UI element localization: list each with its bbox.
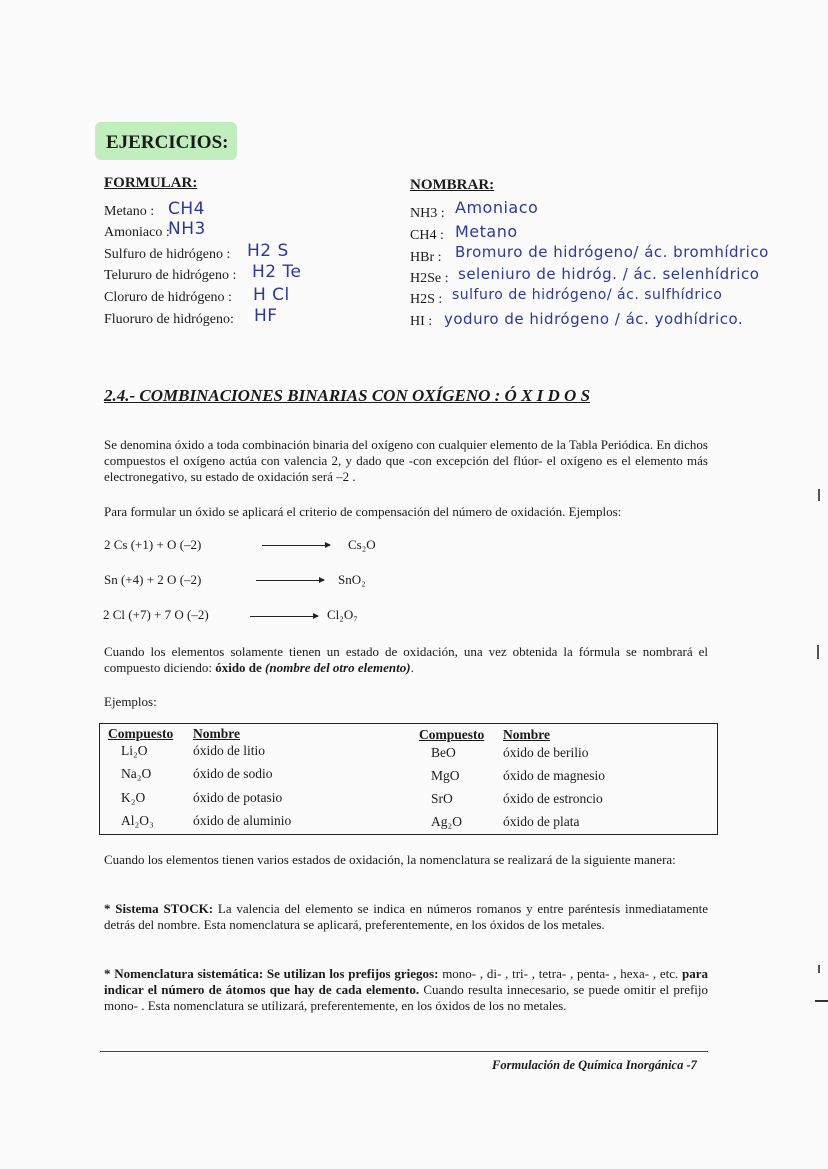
multi-state-paragraph: Cuando los elementos tienen varios estados de oxidación, la nomenclatura se realizará de la siguiente manera:	[104, 852, 676, 867]
criterion-paragraph: Para formular un óxido se aplicará el criterio de compensación del número de oxidación. Ejemplos:	[104, 504, 622, 519]
table-nombre: óxido de berilio	[503, 745, 589, 760]
table-nombre: óxido de estroncio	[503, 791, 603, 806]
table-compuesto: Li₂O	[121, 743, 148, 758]
table-compuesto: MgO	[431, 768, 460, 783]
single-state-paragraph: Cuando los elementos solamente tienen un estado de oxidación, una vez obtenida la fórmula se nombrará el compuesto diciendo: óxido de (nombre del otro elemento).	[104, 644, 708, 675]
table-nombre: óxido de plata	[503, 814, 580, 829]
header-compuesto: Compuesto	[419, 727, 485, 742]
footer-divider	[100, 1051, 708, 1052]
example-reactants: Sn (+4) + 2 O (–2)	[104, 572, 202, 587]
nombrar-answer: Amoniaco	[455, 198, 539, 217]
nombrar-heading: NOMBRAR:	[410, 177, 495, 193]
formular-heading: FORMULAR:	[104, 175, 198, 191]
arrow-icon	[256, 580, 324, 581]
formular-answer: HF	[254, 306, 278, 326]
table-compuesto: Al₂O₃	[121, 813, 154, 828]
nombrar-answer: sulfuro de hidrógeno/ ác. sulfhídrico	[452, 287, 723, 303]
margin-mark	[818, 489, 820, 501]
nombrar-formula: CH4 :	[410, 228, 444, 243]
table-nombre: óxido de litio	[193, 743, 265, 758]
oxides-table	[99, 723, 718, 835]
formular-label: Fluoruro de hidrógeno:	[104, 312, 234, 327]
example-product: Cl₂O₇	[327, 607, 358, 622]
margin-mark	[817, 645, 819, 659]
nombrar-answer: Metano	[455, 222, 518, 241]
stock-paragraph: * Sistema STOCK: La valencia del elemento se indica en números romanos y entre paréntesis inmediatamente detrás del nombre. Esta nomenclatura se aplicará, preferentemente, en los óxidos de los metales.	[104, 901, 709, 932]
table-compuesto: BeO	[431, 745, 456, 760]
table-compuesto: Na₂O	[121, 766, 152, 781]
nombrar-formula: HBr :	[410, 250, 442, 265]
example-product: Cs₂O	[348, 537, 376, 552]
intro-paragraph: Se denomina óxido a toda combinación binaria del oxígeno con cualquier elemento de la Tabla Periódica. En dichos compuestos el oxígeno actúa con valencia 2, y dado que -con excepción del flúor- el oxígeno es el elemento más electronegativo, su estado de oxidación será –2 .	[104, 437, 708, 484]
table-nombre: óxido de sodio	[193, 766, 273, 781]
nombrar-formula: H2Se :	[410, 271, 449, 286]
example-reactants: 2 Cl (+7) + 7 O (–2)	[103, 607, 209, 622]
section-title: 2.4.- COMBINACIONES BINARIAS CON OXÍGENO : Ó X I D O S	[104, 386, 591, 405]
nombrar-formula: NH3 :	[410, 206, 445, 221]
formular-label: Cloruro de hidrógeno :	[104, 290, 232, 305]
arrow-icon	[250, 616, 318, 617]
ejemplos-label: Ejemplos:	[104, 694, 157, 709]
margin-mark	[815, 1000, 828, 1002]
formular-answer: H2 S	[247, 241, 289, 261]
formular-label: Sulfuro de hidrógeno :	[104, 247, 231, 262]
formular-answer: H2 Te	[252, 262, 302, 282]
margin-mark	[818, 965, 820, 973]
page-footer: Formulación de Química Inorgánica -7	[492, 1058, 697, 1072]
table-compuesto: K₂O	[121, 790, 146, 805]
formular-answer: H Cl	[253, 285, 290, 305]
nombrar-answer: seleniuro de hidróg. / ác. selenhídrico	[458, 265, 760, 283]
systematic-paragraph: * Nomenclatura sistemática: Se utilizan los prefijos griegos: mono- , di- , tri- , tetra- , penta- , hexa- , etc. para indicar el número de átomos que hay de cada elemento. Cuando resulta innecesario, se puede omitir el prefijo mono- . Esta nomenclatura se utilizará, preferentemente, en los óxidos de los no metales.	[104, 966, 709, 1013]
nombrar-answer: Bromuro de hidrógeno/ ác. bromhídrico	[455, 243, 769, 261]
nombrar-answer: yoduro de hidrógeno / ác. yodhídrico.	[444, 310, 744, 328]
table-nombre: óxido de magnesio	[503, 768, 605, 783]
formular-answer: CH4	[168, 199, 205, 219]
table-compuesto: SrO	[431, 791, 453, 806]
exercises-title: EJERCICIOS:	[106, 132, 229, 153]
header-compuesto: Compuesto	[108, 726, 174, 741]
arrow-icon	[262, 545, 330, 546]
example-product: SnO₂	[338, 572, 366, 587]
formular-label: Metano :	[104, 204, 155, 219]
table-nombre: óxido de aluminio	[193, 813, 292, 828]
nombrar-formula: HI :	[410, 314, 433, 329]
formular-answer: NH3	[168, 219, 206, 239]
header-nombre: Nombre	[193, 726, 240, 741]
formular-label: Telururo de hidrógeno :	[104, 268, 237, 283]
formular-label: Amoniaco :	[104, 225, 170, 240]
table-nombre: óxido de potasio	[193, 790, 283, 805]
table-compuesto: Ag₂O	[431, 814, 462, 829]
example-reactants: 2 Cs (+1) + O (–2)	[104, 537, 202, 552]
nombrar-formula: H2S :	[410, 292, 443, 307]
header-nombre: Nombre	[503, 727, 550, 742]
